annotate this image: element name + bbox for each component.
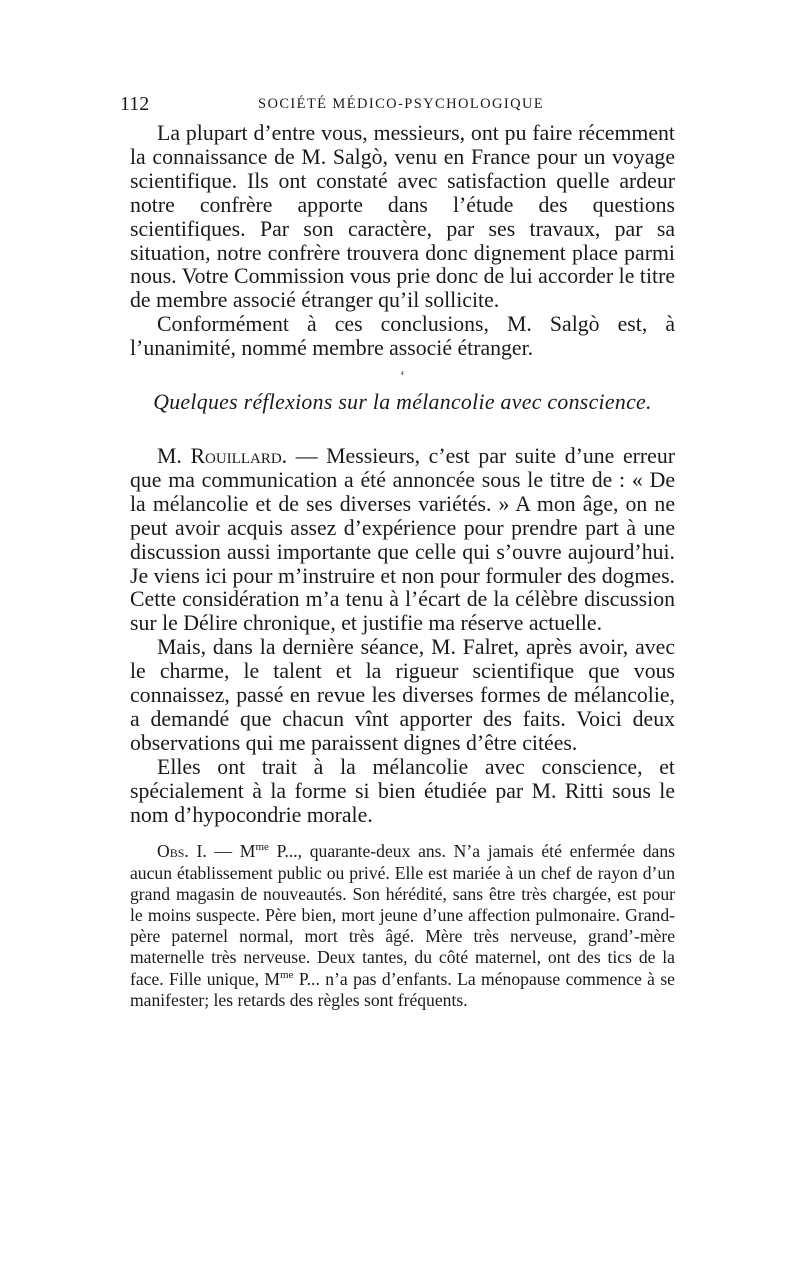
body-text (130, 122, 675, 1011)
observation-block (130, 841, 675, 1011)
paragraph-rouillard (130, 445, 675, 636)
observation-dash: — M (206, 841, 256, 862)
observation-sup-2: me (280, 968, 294, 981)
observation-text-2: P... n’a pas d’enfants. La ménopause commence à se manifester; les retards des règles sont fréquents. (130, 968, 675, 1010)
paragraph-falret: Mais, dans la dernière séance, M. Falret, après avoir, avec le charme, le talent et la rigueur scientifique que vous connaissez, passé en revue les diverses formes de mélancolie, a demandé que chacun vînt apporter des faits. Voici deux observations qui me paraissent dignes d’être citées. (130, 635, 675, 755)
observation-sup-1: me (255, 841, 269, 854)
paragraph-hypocondrie: Elles ont trait à la mélancolie avec conscience, et spécialement à la forme si bien étudiée par M. Ritti sous le nom d’hypocondrie morale. (130, 754, 675, 827)
observation-label: Obs. I. (157, 841, 207, 862)
speaker-name: M. Rouillard. (157, 443, 288, 468)
observation-paragraph (130, 841, 675, 1011)
observation-text-1: P..., quarante-deux ans. N’a jamais été enfermée dans aucun établissement public ou privé. Elle est mariée à un chef de rayon d’un grand magasin de nouveautés. Son hérédité, sans être très chargée, est pour le moins suspecte. Père bien, mort jeune d’une affection pulmonaire. Grand-père paternel normal, mort très âgé. Mère très nerveuse, grand’-mère maternelle très nerveuse. Deux tantes, du côté maternel, ont des tics de la face. Fille unique, M (130, 841, 675, 989)
paragraph-commission-report: La plupart d’entre vous, messieurs, ont pu faire récemment la connaissance de M. Salgò, venu en France pour un voyage scientifique. Ils ont constaté avec satisfaction quelle ardeur notre confrère apporte dans l’étude des questions scientifiques. Par son caractère, par ses travaux, par sa situation, notre confrère trouvera donc dignement place parmi nous. Votre Commission vous prie donc de lui accorder le titre de membre associé étranger qu’il sollicite. (130, 121, 675, 313)
paragraph-nomination: Conformément à ces conclusions, M. Salgò est, à l’unanimité, nommé membre associé étranger. (130, 312, 675, 361)
separator-mark: ‘ (400, 369, 405, 385)
paragraph-rouillard-text: — Messieurs, c’est par suite d’une erreur que ma communication a été annoncée sous le titre de : « De la mélancolie et de ses diverses variétés. » A mon âge, on ne peut avoir acquis assez d’expérience pour prendre part à une discussion aussi importante que celle qui s’ouvre aujourd’hui. Je viens ici pour m’instruire et non pour formuler des dogmes. Cette considération m’a tenu à l’écart de la célèbre discussion sur le Délire chronique, et justifie ma réserve actuelle. (130, 443, 675, 636)
page-header (120, 93, 680, 117)
section-title: Quelques réflexions sur la mélancolie avec conscience. (153, 390, 652, 415)
running-head: SOCIÉTÉ MÉDICO-PSYCHOLOGIQUE (258, 96, 545, 112)
page-number: 112 (120, 93, 150, 115)
